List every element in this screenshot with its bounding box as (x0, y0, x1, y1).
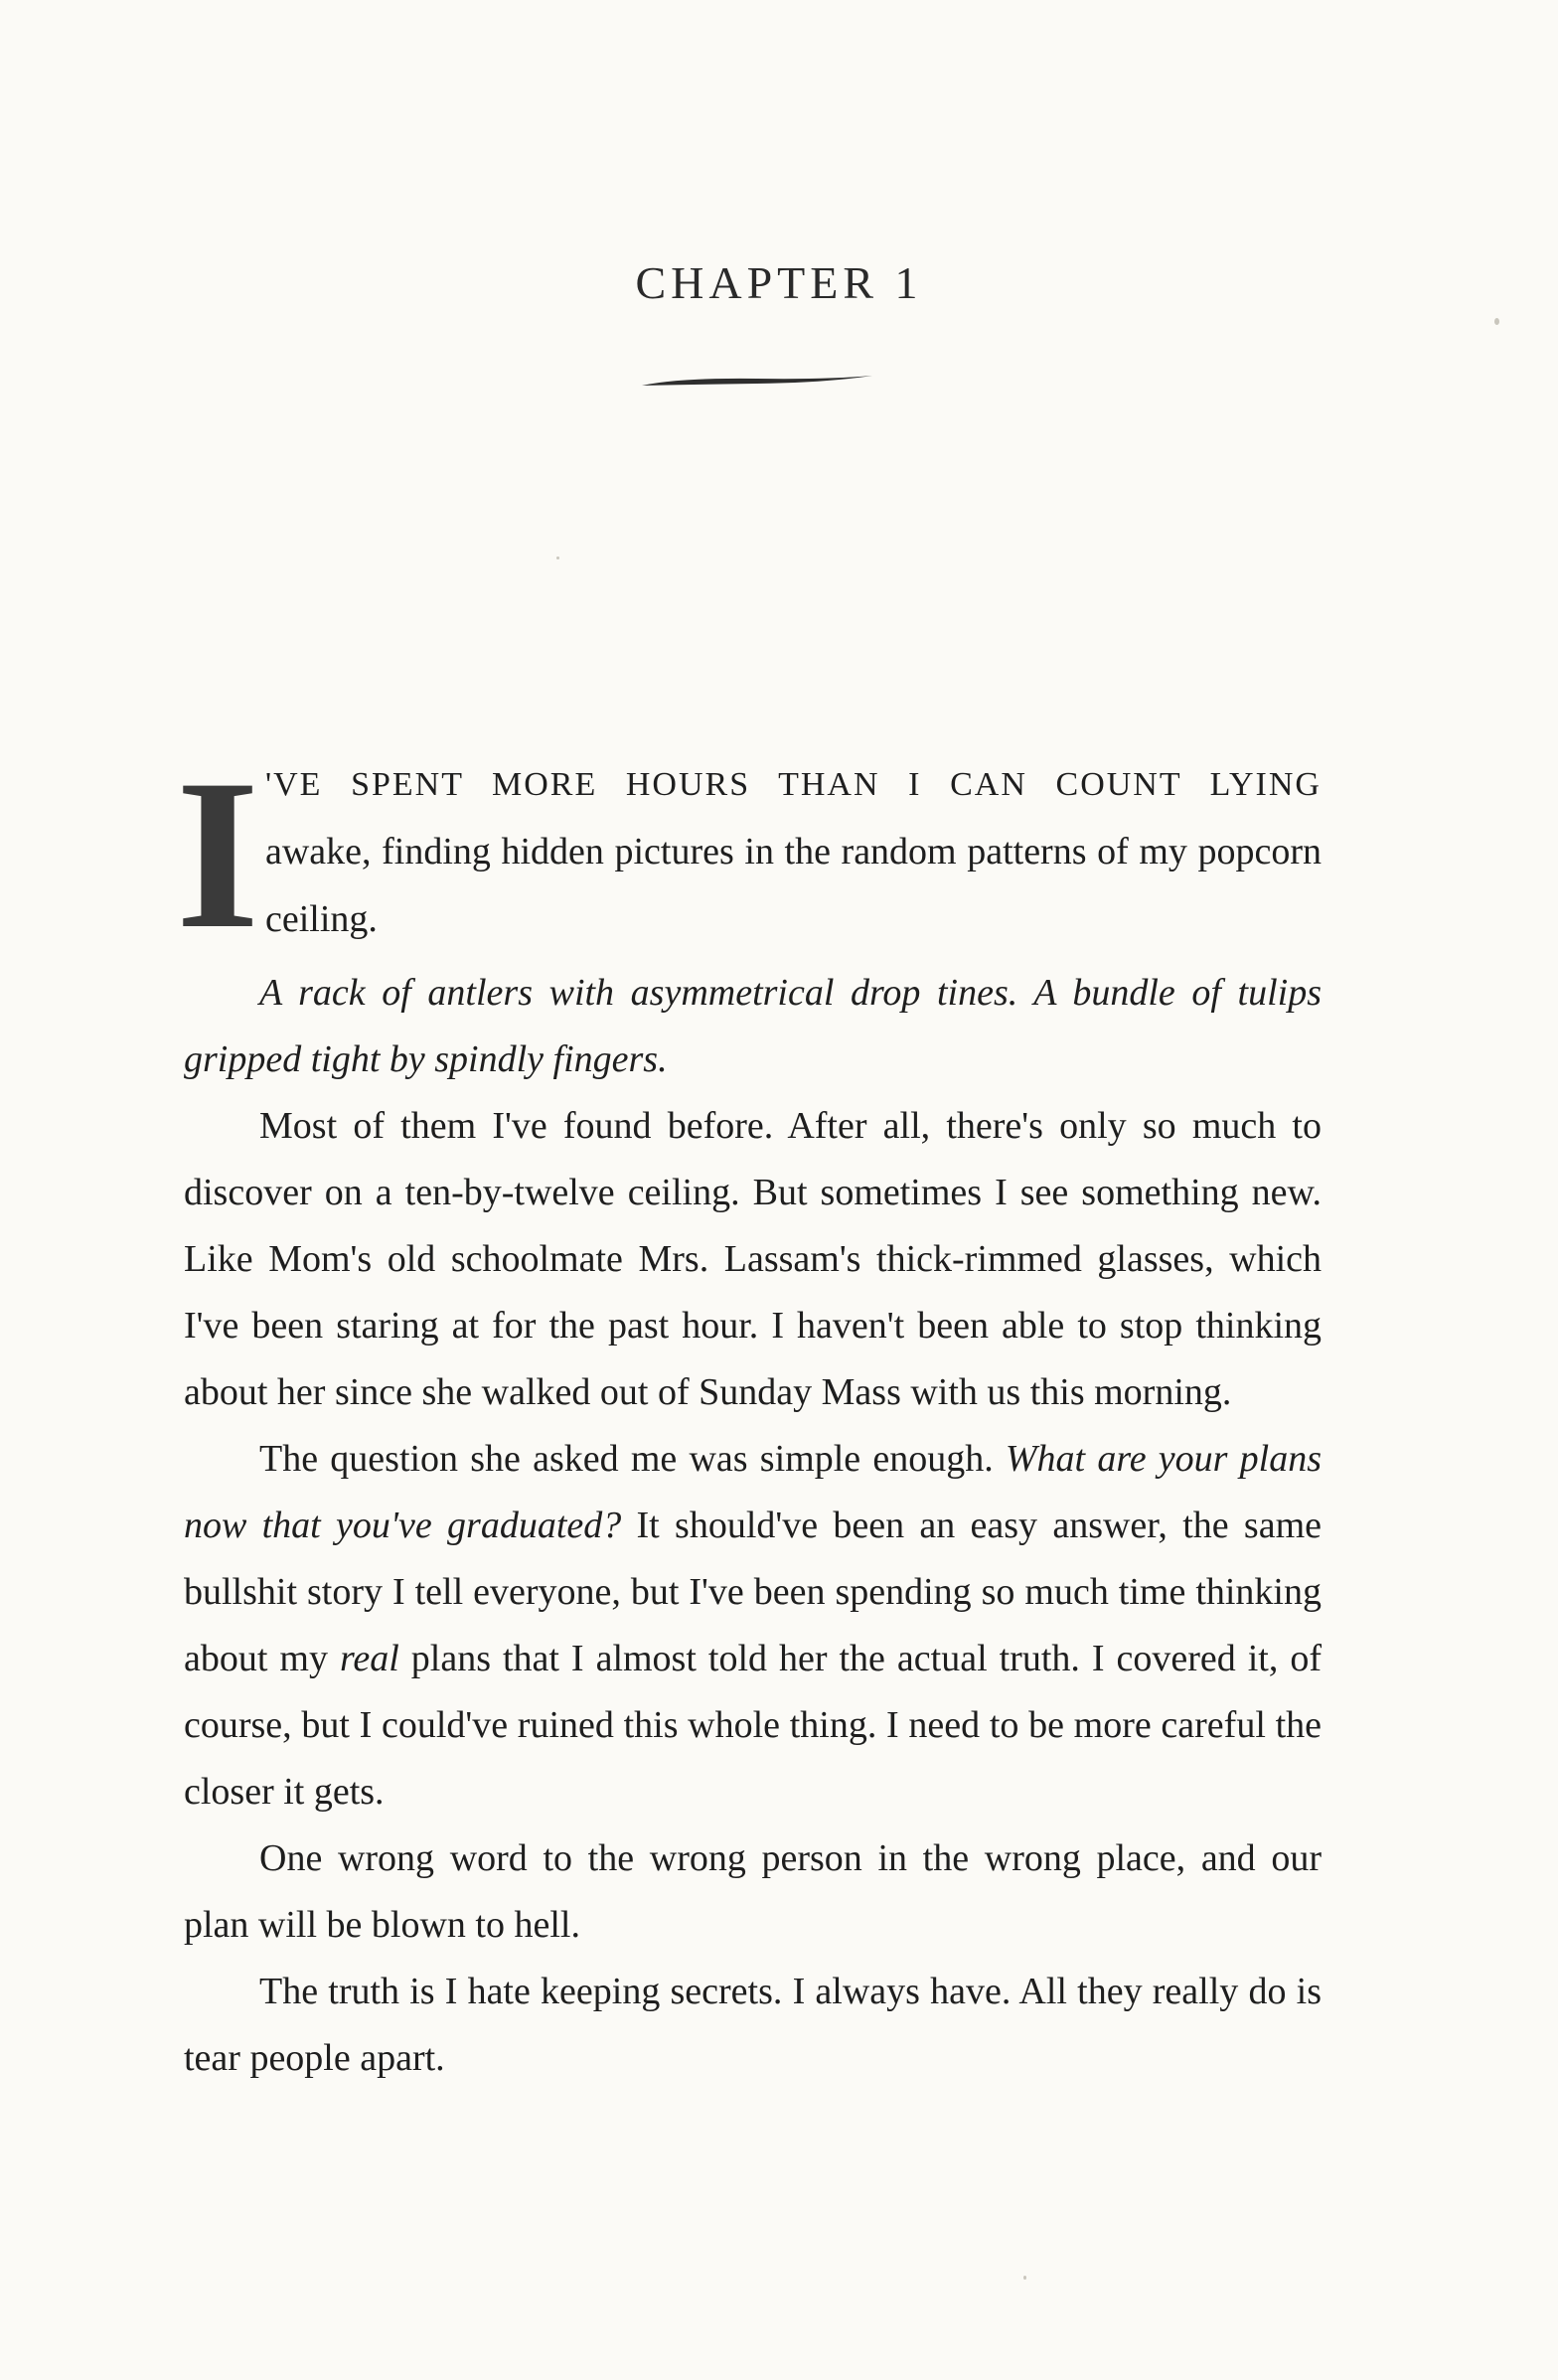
chapter-heading: CHAPTER 1 (635, 257, 923, 308)
paragraph-question-middle: It should've been an easy answer, the same bullshit story I tell everyone, but I've been spending so much time thinking about my (184, 1505, 1322, 1679)
paragraph-question (184, 1426, 1322, 1825)
paper-speck (1494, 318, 1499, 325)
drop-cap: I (176, 735, 260, 973)
opening-paragraph (176, 735, 1322, 973)
paragraph-found-before: Most of them I've found before. After all, there's only so much to discover on a ten-by-twelve ceiling. But sometimes I see something new. Like Mom's old schoolmate Mrs. Lassam's thick-rimmed glasses, which I've been staring at for the past hour. I haven't been able to stop thinking about her since she walked out of Sunday Mass with us this morning. (184, 1105, 1322, 1413)
paper-speck (1023, 2276, 1026, 2280)
paragraph-secrets: The truth is I hate keeping secrets. I always have. All they really do is tear people apart. (184, 1971, 1322, 2079)
opening-small-caps-line: 'VE SPENT MORE HOURS THAN I CAN COUNT LYING (265, 766, 1322, 803)
chapter-text (176, 735, 1322, 2092)
paragraph-question-end: plans that I almost told her the actual truth. I covered it, of course, but I could've ruined this whole thing. I need to be more careful the closer it gets. (184, 1638, 1322, 1813)
paragraph-question-italic: What are your plans now that you've graduated? (184, 1438, 1322, 1546)
opening-rest-text: awake, finding hidden pictures in the random patterns of my popcorn ceiling. (265, 831, 1322, 940)
paper-speck (556, 556, 559, 559)
paragraph-question-emphasis: real (339, 1638, 399, 1679)
paragraph-ceiling-images: A rack of antlers with asymmetrical drop tines. A bundle of tulips gripped tight by spindly fingers. (184, 972, 1322, 1080)
paragraph-question-lead: The question she asked me was simple enough. (259, 1438, 1006, 1480)
chapter-ornament-rule (638, 370, 876, 394)
paragraph-wrong-word: One wrong word to the wrong person in the wrong place, and our plan will be blown to hell. (184, 1837, 1322, 1946)
